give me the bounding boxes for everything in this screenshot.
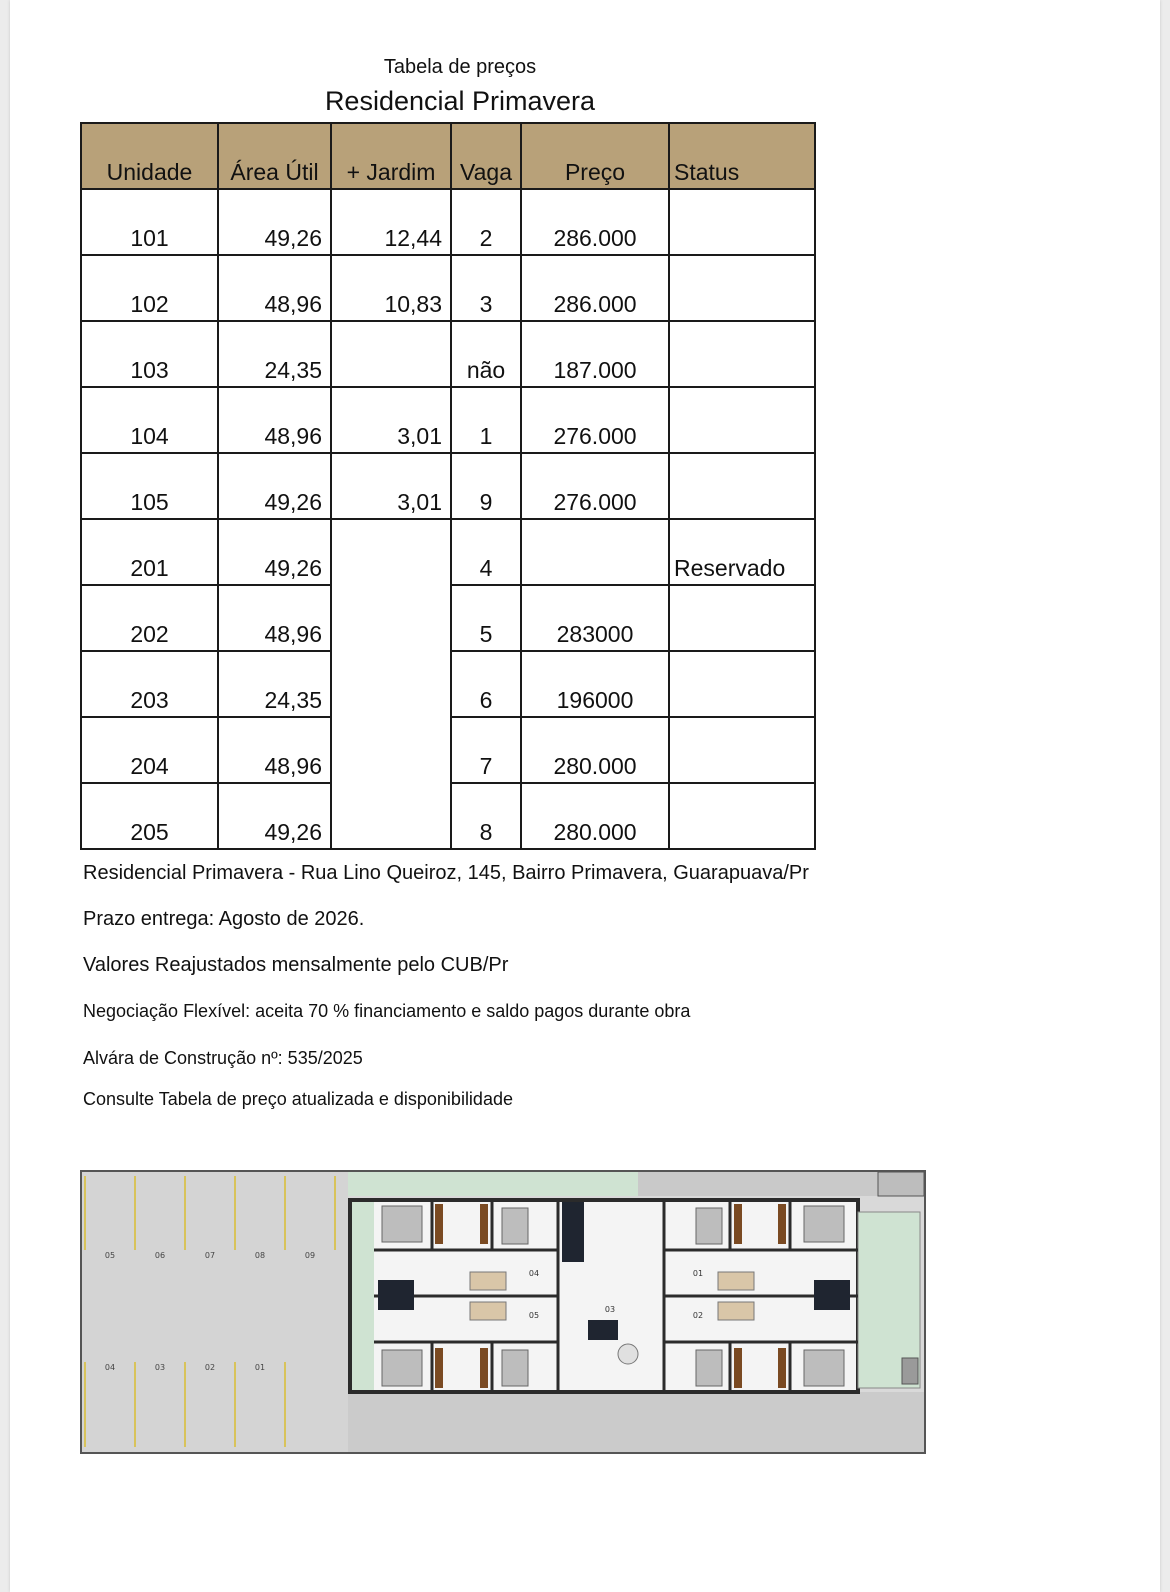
cell-status (669, 453, 815, 519)
round-table (618, 1344, 638, 1364)
bottom-strip (348, 1392, 924, 1452)
cell-status (669, 783, 815, 849)
parking-label: 09 (304, 1251, 316, 1260)
cell-vaga: não (451, 321, 521, 387)
unit-label: 01 (692, 1269, 704, 1278)
cell-unidade: 204 (81, 717, 218, 783)
cell-area: 49,26 (218, 519, 331, 585)
parking-label: 08 (254, 1251, 266, 1260)
cell-vaga: 2 (451, 189, 521, 255)
cell-area: 24,35 (218, 321, 331, 387)
cell-preco (521, 519, 669, 585)
cell-preco: 196000 (521, 651, 669, 717)
floor-plan-drawing (82, 1172, 924, 1452)
header-vaga: Vaga (451, 123, 521, 189)
cell-vaga: 6 (451, 651, 521, 717)
header-jardim: + Jardim (331, 123, 451, 189)
left-garden (352, 1202, 374, 1390)
note-delivery: Prazo entrega: Agosto de 2026. (83, 908, 365, 930)
cell-preco: 276.000 (521, 387, 669, 453)
corner-block (878, 1172, 924, 1196)
document-title: Residencial Primavera (324, 86, 596, 116)
cell-jardim: 12,44 (331, 189, 451, 255)
cell-preco: 187.000 (521, 321, 669, 387)
top-garden (348, 1172, 638, 1196)
parking-label: 07 (204, 1251, 216, 1260)
cell-area: 48,96 (218, 717, 331, 783)
cell-status (669, 189, 815, 255)
note-adjustment: Valores Reajustados mensalmente pelo CUB/Pr (83, 954, 509, 976)
parking-label: 05 (104, 1251, 116, 1260)
document-page (10, 0, 1160, 1592)
cell-unidade: 105 (81, 453, 218, 519)
parking-label: 02 (204, 1363, 216, 1372)
table-row (81, 453, 815, 519)
cell-area: 48,96 (218, 387, 331, 453)
cell-preco: 276.000 (521, 453, 669, 519)
cell-preco: 280.000 (521, 783, 669, 849)
header-preco: Preço (521, 123, 669, 189)
cell-area: 48,96 (218, 255, 331, 321)
note-consult: Consulte Tabela de preço atualizada e disponibilidade (83, 1089, 513, 1109)
cell-vaga: 9 (451, 453, 521, 519)
table-row (81, 189, 815, 255)
cell-jardim: 10,83 (331, 255, 451, 321)
cell-jardim-merged (331, 519, 451, 849)
note-negotiation: Negociação Flexível: aceita 70 % financiamento e saldo pagos durante obra (83, 1001, 691, 1021)
cell-unidade: 205 (81, 783, 218, 849)
cell-unidade: 103 (81, 321, 218, 387)
cell-unidade: 101 (81, 189, 218, 255)
cell-unidade: 203 (81, 651, 218, 717)
table-row (81, 255, 815, 321)
parking-label: 04 (104, 1363, 116, 1372)
cell-area: 24,35 (218, 651, 331, 717)
cell-unidade: 104 (81, 387, 218, 453)
unit-label: 05 (528, 1311, 540, 1320)
table-row (81, 321, 815, 387)
cell-preco: 280.000 (521, 717, 669, 783)
price-table (80, 122, 816, 850)
floor-plan-image (80, 1170, 926, 1454)
unit-label: 04 (528, 1269, 540, 1278)
cell-unidade: 201 (81, 519, 218, 585)
parking-label: 06 (154, 1251, 166, 1260)
parking-label: 03 (154, 1363, 166, 1372)
cell-area: 49,26 (218, 453, 331, 519)
note-address: Residencial Primavera - Rua Lino Queiroz, 145, Bairro Primavera, Guarapuava/Pr (83, 862, 809, 884)
header-unidade: Unidade (81, 123, 218, 189)
note-permit: Alvára de Construção nº: 535/2025 (83, 1048, 363, 1068)
cell-jardim (331, 321, 451, 387)
cell-preco: 286.000 (521, 189, 669, 255)
cell-area: 48,96 (218, 585, 331, 651)
document-subtitle: Tabela de preços (383, 56, 537, 78)
cell-jardim: 3,01 (331, 387, 451, 453)
cell-vaga: 4 (451, 519, 521, 585)
cell-status (669, 387, 815, 453)
cell-status (669, 321, 815, 387)
table-row (81, 519, 815, 585)
cell-status: Reservado (669, 519, 815, 585)
unit-label: 02 (692, 1311, 704, 1320)
cell-unidade: 202 (81, 585, 218, 651)
cell-unidade: 102 (81, 255, 218, 321)
cell-preco: 286.000 (521, 255, 669, 321)
cell-vaga: 5 (451, 585, 521, 651)
cell-vaga: 8 (451, 783, 521, 849)
cell-area: 49,26 (218, 783, 331, 849)
cell-status (669, 717, 815, 783)
cell-status (669, 651, 815, 717)
header-status: Status (669, 123, 815, 189)
parking-area (82, 1172, 348, 1452)
cell-vaga: 1 (451, 387, 521, 453)
cell-status (669, 255, 815, 321)
cell-vaga: 3 (451, 255, 521, 321)
cell-preco: 283000 (521, 585, 669, 651)
cell-vaga: 7 (451, 717, 521, 783)
cell-status (669, 585, 815, 651)
header-area-util: Área Útil (218, 123, 331, 189)
table-row (81, 387, 815, 453)
cell-area: 49,26 (218, 189, 331, 255)
utility-box (902, 1358, 918, 1384)
table-header-row (81, 123, 815, 189)
unit-label: 03 (604, 1305, 616, 1314)
parking-label: 01 (254, 1363, 266, 1372)
cell-jardim: 3,01 (331, 453, 451, 519)
